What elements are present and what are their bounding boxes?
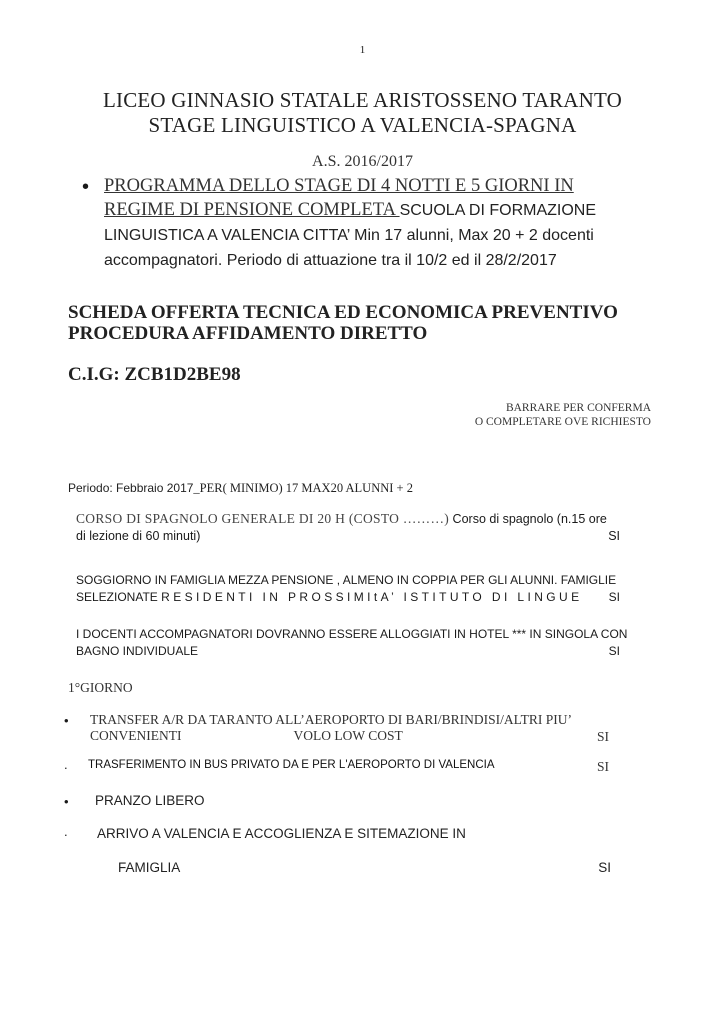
teachers-line-2: BAGNO INDIVIDUALE — [76, 644, 199, 658]
transfer-answer: SI — [596, 729, 609, 744]
housing-line-1: SOGGIORNO IN FAMIGLIA MEZZA PENSIONE , ALMENO IN COPPIA PER GLI ALUNNI. FAMIGLIE — [76, 573, 617, 587]
school-year: A.S. 2016/2017 — [312, 153, 413, 170]
day-1-heading: 1°GIORNO — [68, 680, 133, 695]
transfer-line-1: TRANSFER A/R DA TARANTO ALL’AEROPORTO DI BARI/BRINDISI/ALTRI PIU’ — [90, 712, 573, 727]
confirm-note-line-1: BARRARE PER CONFERMA — [505, 402, 651, 414]
dot-marker: . — [64, 824, 68, 839]
period-participants: _PER( MINIMO) 17 MAX20 ALUNNI + 2 — [193, 481, 413, 495]
cig-code: C.I.G: ZCB1D2BE98 — [68, 364, 241, 385]
document-title-line-1: LICEO GINNASIO STATALE ARISTOSSENO TARANTO — [102, 88, 623, 112]
programme-text: SCUOLA DI FORMAZIONE LINGUISTICA A VALENCIA CITTA’ Min 17 alunni, Max 20 + 2 docenti accompagnatori. Periodo di attuazione tra il 10/2 ed il 28/2/2017 — [104, 202, 597, 269]
offer-heading-line-2: PROCEDURA AFFIDAMENTO DIRETTO — [68, 323, 428, 344]
housing-line-2a: SELEZIONATE — [76, 590, 162, 604]
period-text: Periodo: Febbraio 2017 — [68, 481, 194, 495]
arrival-answer: SI — [598, 860, 611, 875]
bus-transfer-answer: SI — [596, 759, 609, 774]
page-number: 1 — [359, 44, 366, 56]
transfer-line-2b: VOLO LOW COST — [293, 728, 403, 743]
teachers-line-1: I DOCENTI ACCOMPAGNATORI DOVRANNO ESSERE ALLOGGIATI IN HOTEL *** IN SINGOLA CON — [76, 627, 628, 641]
course-title: CORSO DI SPAGNOLO GENERALE DI 20 H (COSTO ………) — [76, 511, 450, 526]
course-detail: Corso di spagnolo (n.15 ore — [449, 512, 607, 526]
bullet-icon: • — [64, 794, 69, 809]
bullet-icon: • — [82, 176, 90, 198]
dot-marker: . — [64, 757, 68, 772]
offer-heading-line-1: SCHEDA OFFERTA TECNICA ED ECONOMICA PREVENTIVO — [68, 302, 618, 323]
housing-answer: SI — [608, 590, 620, 604]
course-detail-line-2: di lezione di 60 minuti) — [76, 529, 201, 543]
document-title-line-2: STAGE LINGUISTICO A VALENCIA-SPAGNA — [148, 113, 577, 137]
teachers-entry — [76, 626, 646, 660]
bus-transfer-item: TRASFERIMENTO IN BUS PRIVATO DA E PER L'AEROPORTO DI VALENCIA — [88, 759, 495, 771]
transfer-line-2a: CONVENIENTI — [90, 728, 182, 743]
bullet-icon: • — [64, 713, 69, 728]
housing-line-2b: RESIDENTI IN PROSSIMItA’ ISTITUTO DI LINGUE — [161, 590, 583, 604]
programme-underlined-text: PROGRAMMA DELLO STAGE DI 4 NOTTI E 5 GIORNI IN REGIME DI PENSIONE COMPLETA — [104, 176, 574, 220]
confirm-note-line-2: O COMPLETARE OVE RICHIESTO — [474, 416, 651, 428]
arrival-item: ARRIVO A VALENCIA E ACCOGLIENZA E SITEMAZIONE IN — [97, 826, 466, 841]
housing-entry — [76, 572, 646, 606]
period-line — [68, 481, 413, 496]
teachers-answer: SI — [608, 644, 620, 658]
lunch-item: PRANZO LIBERO — [95, 793, 205, 808]
course-entry — [76, 510, 646, 545]
programme-bullet-item — [82, 174, 642, 273]
transfer-item — [90, 712, 610, 744]
arrival-item-line-2: FAMIGLIA — [118, 860, 181, 875]
course-answer: SI — [608, 529, 620, 543]
